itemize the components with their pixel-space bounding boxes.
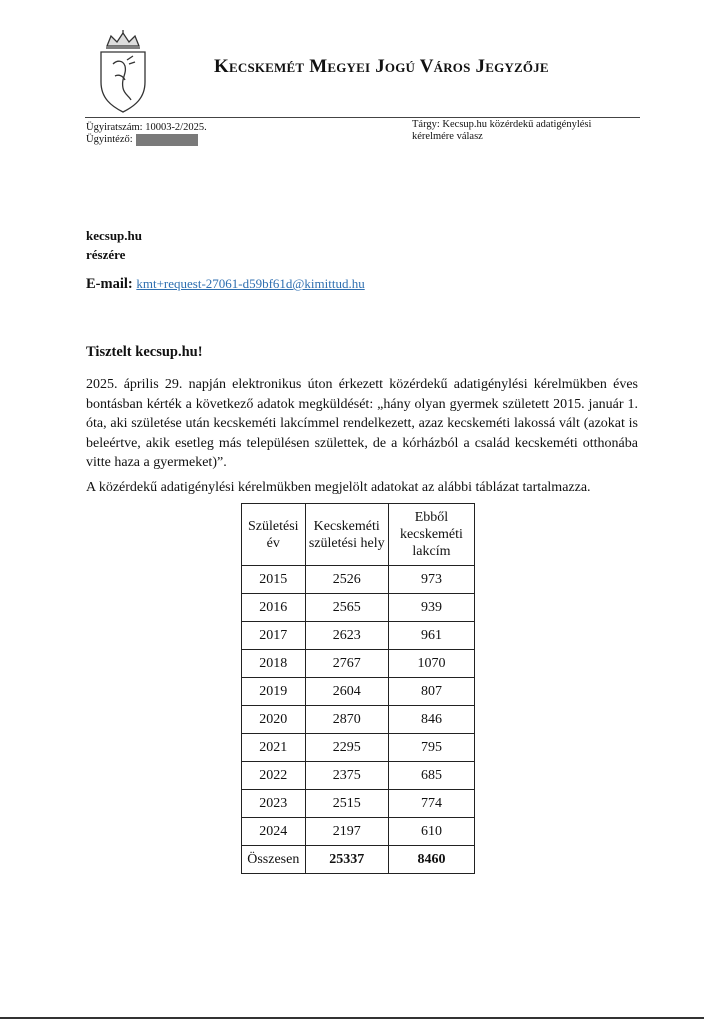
subject-line-2: kérelmére válasz [412, 131, 483, 142]
residence-cell: 1070 [388, 650, 474, 678]
coat-of-arms-logo [93, 30, 153, 114]
year-cell: 2022 [242, 762, 306, 790]
salutation: Tisztelt kecsup.hu! [86, 344, 203, 360]
table-row [242, 650, 475, 678]
birthplace-cell: 2295 [305, 734, 388, 762]
year-cell: 2024 [242, 818, 306, 846]
year-cell: 2023 [242, 790, 306, 818]
year-cell: 2015 [242, 566, 306, 594]
birthplace-cell: 2515 [305, 790, 388, 818]
table-row [242, 678, 475, 706]
header-divider [85, 117, 640, 118]
table-row [242, 734, 475, 762]
birthplace-cell: 25337 [305, 846, 388, 874]
header-birthplace: Kecskeméti születési hely [305, 504, 388, 566]
residence-cell: 939 [388, 594, 474, 622]
case-officer-label: Ügyintéző: [86, 134, 133, 145]
recipient-block [86, 226, 142, 264]
residence-cell: 846 [388, 706, 474, 734]
page-edge-line [0, 1017, 704, 1019]
residence-cell: 685 [388, 762, 474, 790]
case-meta [86, 122, 207, 146]
year-cell: Összesen [242, 846, 306, 874]
residence-cell: 774 [388, 790, 474, 818]
case-number: Ügyiratszám: 10003-2/2025. [86, 122, 207, 133]
email-label: E-mail: [86, 276, 133, 292]
birthplace-cell: 2526 [305, 566, 388, 594]
recipient-label: részére [86, 247, 126, 262]
birthplace-cell: 2604 [305, 678, 388, 706]
births-table [241, 503, 475, 874]
table-header-row [242, 504, 475, 566]
residence-cell: 795 [388, 734, 474, 762]
email-link[interactable]: kmt+request-27061-d59bf61d@kimittud.hu [136, 276, 365, 291]
table-intro: A közérdekű adatigénylési kérelmükben megjelölt adatokat az alábbi táblázat tartalmazza. [86, 480, 591, 495]
table-row [242, 622, 475, 650]
table-row [242, 790, 475, 818]
birthplace-cell: 2870 [305, 706, 388, 734]
birthplace-cell: 2767 [305, 650, 388, 678]
email-line [86, 276, 365, 293]
table-row [242, 566, 475, 594]
year-cell: 2017 [242, 622, 306, 650]
year-cell: 2018 [242, 650, 306, 678]
year-cell: 2019 [242, 678, 306, 706]
residence-cell: 8460 [388, 846, 474, 874]
residence-cell: 961 [388, 622, 474, 650]
recipient-name: kecsup.hu [86, 228, 142, 243]
year-cell: 2016 [242, 594, 306, 622]
case-officer [86, 134, 207, 146]
subject-line-1: Tárgy: Kecsup.hu közérdekű adatigénylési [412, 119, 592, 130]
table-row [242, 762, 475, 790]
birthplace-cell: 2623 [305, 622, 388, 650]
header-residence: Ebből kecskeméti lakcím [388, 504, 474, 566]
table-row [242, 706, 475, 734]
birthplace-cell: 2197 [305, 818, 388, 846]
year-cell: 2021 [242, 734, 306, 762]
table-row [242, 818, 475, 846]
birthplace-cell: 2375 [305, 762, 388, 790]
birthplace-cell: 2565 [305, 594, 388, 622]
letter-paragraph: 2025. április 29. napján elektronikus úton érkezett közérdekű adatigénylési kérelmükben éves bontásban kérték a következő adatok megküldését: „hány olyan gyermek született 2015. január 1. óta, aki születése után kecskeméti lakcímmel rendelkezett, azaz kecskeméti lakossá vált (azokat is beleértve, akik esetleg más településen születtek, de a kórházból a család kecskeméti otthonába vitte haza a gyermeket)”. [86, 377, 638, 470]
redacted-name [136, 134, 198, 146]
header-year: Születési év [242, 504, 306, 566]
residence-cell: 973 [388, 566, 474, 594]
residence-cell: 610 [388, 818, 474, 846]
table-total-row [242, 846, 475, 874]
year-cell: 2020 [242, 706, 306, 734]
issuer-title: Kecskemét Megyei Jogú Város Jegyzője [214, 56, 549, 77]
residence-cell: 807 [388, 678, 474, 706]
subject [412, 119, 640, 143]
table-row [242, 594, 475, 622]
